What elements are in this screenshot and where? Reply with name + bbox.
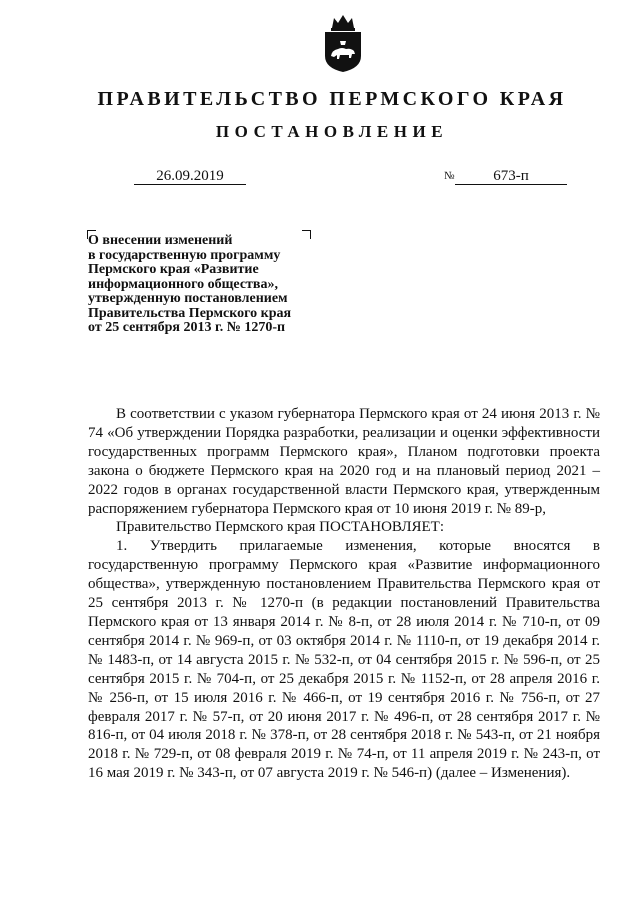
title-line: О внесении изменений <box>88 233 233 248</box>
title-line: в государственную программу <box>88 247 281 263</box>
document-body <box>88 405 600 783</box>
document-date: 26.09.2019 <box>134 168 246 185</box>
title-line: Пермского края «Развитие <box>88 262 259 277</box>
coat-of-arms-icon <box>318 12 368 74</box>
item-1-paragraph: 1. Утвердить прилагаемые изменения, которые вносятся в государственную программу Пермского края «Развитие информационного общества», утвержденную постановлением Правительства Пермского края от 25 сентября 2013 г. № 1270-п (в редакции постановлений Правительства Пермского края от 13 января 2014 г. № 8-п, от 28 июля 2014 г. № 710-п, от 09 сентября 2014 г. № 969-п, от 03 октября 2014 г. № 1110-п, от 19 декабря 2014 г. № 1483-п, от 14 августа 2015 г. № 532-п, от 04 сентября 2015 г. № 596-п, от 25 сентября 2015 г. № 704-п, от 25 декабря 2015 г. № 1152-п, от 28 апреля 2016 г. № 256-п, от 15 июля 2016 г. № 466-п, от 19 сентября 2016 г. № 756-п, от 27 февраля 2017 г. № 57-п, от 20 июня 2017 г. № 496-п, от 28 сентября 2017 г. № 816-п, от 04 июля 2018 г. № 378-п, от 28 сентября 2018 г. № 543-п, от 21 ноября 2018 г. № 729-п, от 08 февраля 2019 г. № 74-п, от 11 апреля 2019 г. № 243-п, от 16 мая 2019 г. № 343-п, от 07 августа 2019 г. № 546-п) (далее – Изменения). <box>88 538 600 782</box>
title-line: утвержденную постановлением <box>88 291 288 306</box>
document-title <box>88 234 328 336</box>
title-line: от 25 сентября 2013 г. № 1270-п <box>88 320 286 335</box>
resolves-paragraph: Правительство Пермского края ПОСТАНОВЛЯЕТ: <box>116 519 445 536</box>
number-sign: № <box>444 170 455 182</box>
preamble-paragraph: В соответствии с указом губернатора Пермского края от 24 июня 2013 г. № 74 «Об утверждении Порядка разработки, реализации и оценки эффективности государственных программ Пермского края», Планом подготовки проекта закона о бюджете Пермского края на 2020 год и на плановый период 2021 – 2022 годов в органах государственной власти Пермского края, утвержденным распоряжением губернатора Пермского края от 10 июня 2019 г. № 89-р, <box>88 406 600 517</box>
organization-name: ПРАВИТЕЛЬСТВО ПЕРМСКОГО КРАЯ <box>97 88 567 110</box>
title-line: Правительства Пермского края <box>88 305 292 321</box>
document-number: 673-п <box>455 168 567 185</box>
title-line: информационного общества», <box>88 276 278 292</box>
document-type: ПОСТАНОВЛЕНИЕ <box>215 122 449 141</box>
